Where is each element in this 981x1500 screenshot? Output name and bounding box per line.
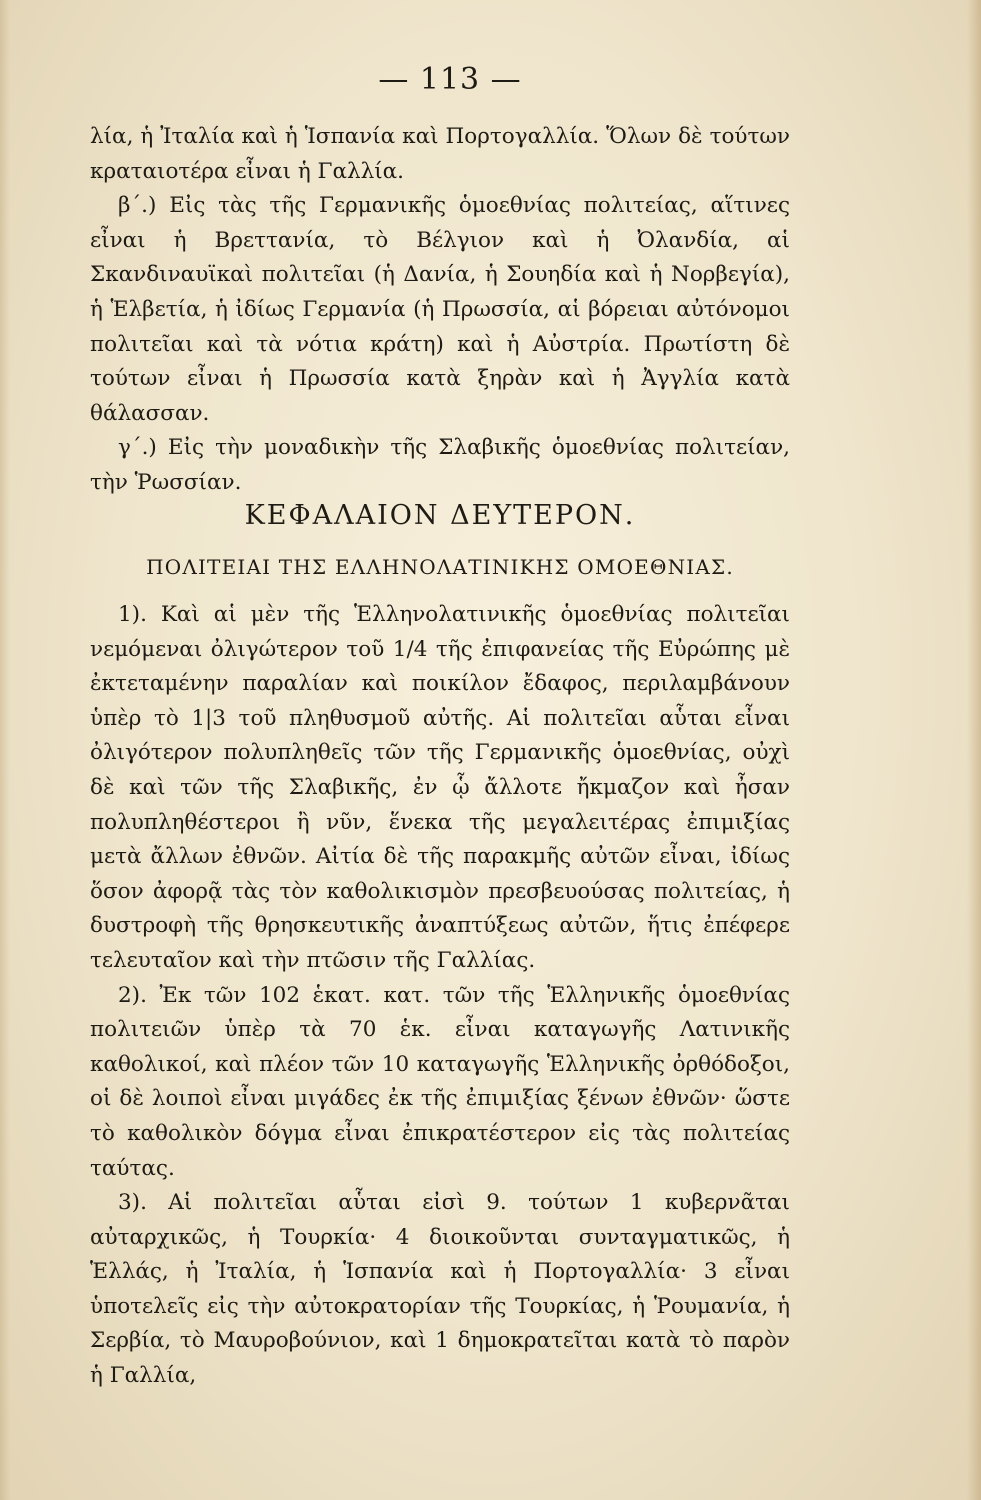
paragraph-continuation: λία, ἡ Ἰταλία καὶ ἡ Ἱσπανία καὶ Πορτογαλλία. Ὅλων δὲ τούτων κραταιοτέρα εἶναι ἡ Γαλλία.: [90, 124, 790, 184]
chapter-subheading: ΠΟΛΙΤΕΙΑΙ ΤΗΣ ΕΛΛΗΝΟΛΑΤΙΝΙΚΗΣ ΟΜΟΕΘΝΙΑΣ.: [146, 555, 734, 579]
intro-text-block: [90, 120, 790, 501]
page-right-edge: [967, 0, 981, 1500]
section-3: 3). Αἱ πολιτεῖαι αὗται εἰσὶ 9. τούτων 1 κυβερνᾶται αὐταρχικῶς, ἡ Τουρκία· 4 διοικοῦνται συνταγματικῶς, ἡ Ἑλλάς, ἡ Ἰταλία, ἡ Ἱσπανία καὶ ἡ Πορτογαλλία· 3 εἶναι ὑποτελεῖς εἰς τὴν αὐτοκρατορίαν τῆς Τουρκίας, ἡ Ῥουμανία, ἡ Σερβία, τὸ Μαυροβούνιον, καὶ 1 δημοκρατεῖται κατὰ τὸ παρὸν ἡ Γαλλία,: [90, 1190, 790, 1389]
section-2: 2). Ἐκ τῶν 102 ἑκατ. κατ. τῶν τῆς Ἑλληνικῆς ὁμοεθνίας πολιτειῶν ὑπὲρ τὰ 70 ἑκ. εἶναι καταγωγῆς Λατινικῆς καθολικοί, καὶ πλέον τῶν 10 καταγωγῆς Ἑλληνικῆς ὀρθόδοξοι, οἱ δὲ λοιποὶ εἶναι μιγάδες ἐκ τῆς ἐπιμιξίας ξένων ἐθνῶν· ὥστε τὸ καθολικὸν δόγμα εἶναι ἐπικρατέστερον εἰς τὰς πολιτείας ταύτας.: [90, 982, 790, 1181]
paragraph-item-c: γ΄.) Εἰς τὴν μοναδικὴν τῆς Σλαβικῆς ὁμοεθνίας πολιτείαν, τὴν Ῥωσσίαν.: [90, 435, 790, 495]
chapter-heading: ΚΕΦΑΛΑΙΟΝ ΔΕΥΤΕΡΟΝ.: [244, 500, 636, 531]
page-left-edge: [0, 0, 10, 1500]
page-number: — 113 —: [378, 62, 522, 97]
sections-text-block: [90, 598, 790, 1394]
paragraph-item-b: β΄.) Εἰς τὰς τῆς Γερμανικῆς ὁμοεθνίας πολιτείας, αἵτινες εἶναι ἡ Βρεττανία, τὸ Βέλγιον καὶ ἡ Ὀλανδία, αἱ Σκανδιναυϊκαὶ πολιτεῖαι (ἡ Δανία, ἡ Σουηδία καὶ ἡ Νορβεγία), ἡ Ἑλβετία, ἡ ἰδίως Γερμανία (ἡ Πρωσσία, αἱ βόρειαι αὐτόνομοι πολιτεῖαι καὶ τὰ νότια κράτη) καὶ ἡ Αὐστρία. Πρωτίστη δὲ τούτων εἶναι ἡ Πρωσσία κατὰ ξηρὰν καὶ ἡ Ἀγγλία κατὰ θάλασσαν.: [90, 193, 790, 426]
section-1: 1). Καὶ αἱ μὲν τῆς Ἑλληνολατινικῆς ὁμοεθνίας πολιτεῖαι νεμόμεναι ὀλιγώτερον τοῦ 1/4 τῆς ἐπιφανείας τῆς Εὐρώπης μὲ ἐκτεταμένην παραλίαν καὶ ποικίλον ἔδαφος, περιλαμβάνουν ὑπὲρ τὸ 1|3 τοῦ πληθυσμοῦ αὐτῆς. Αἱ πολιτεῖαι αὗται εἶναι ὀλιγότερον πολυπληθεῖς τῶν τῆς Γερμανικῆς ὁμοεθνίας, οὐχὶ δὲ καὶ τῶν τῆς Σλαβικῆς, ἐν ᾧ ἄλλοτε ἤκμαζον καὶ ἦσαν πολυπληθέστεροι ἢ νῦν, ἕνεκα τῆς μεγαλειτέρας ἐπιμιξίας μετὰ ἄλλων ἐθνῶν. Αἰτία δὲ τῆς παρακμῆς αὐτῶν εἶναι, ἰδίως ὅσον ἀφορᾷ τὰς τὸν καθολικισμὸν πρεσβευούσας πολιτείας, ἡ δυστροφὴ τῆς θρησκευτικῆς ἀναπτύξεως αὐτῶν, ἥτις ἐπέφερε τελευταῖον καὶ τὴν πτῶσιν τῆς Γαλλίας.: [90, 602, 790, 973]
